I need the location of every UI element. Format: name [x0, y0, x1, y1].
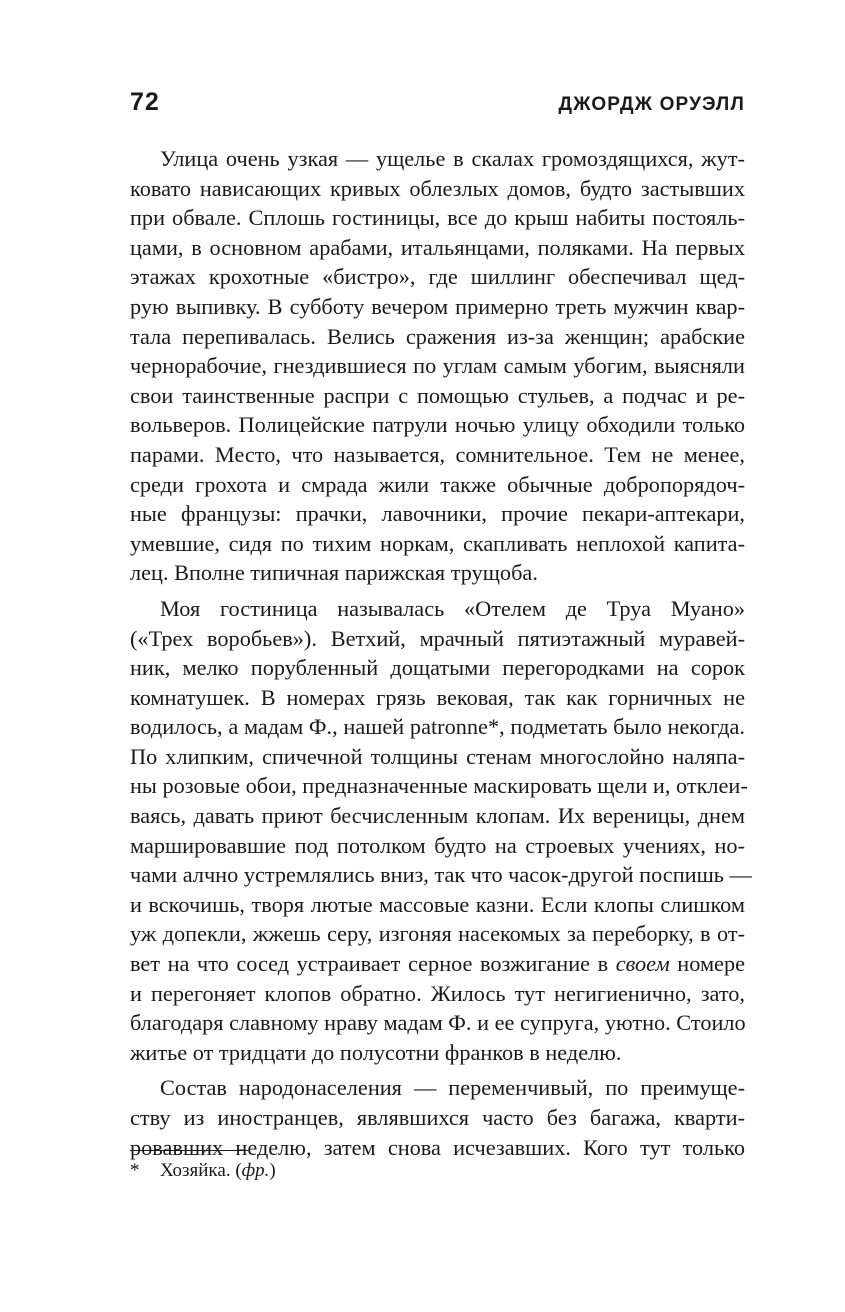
text-line: при обвале. Сплошь гостиницы, все до крыш набиты постояль- [130, 205, 745, 231]
emphasis: своем [615, 951, 670, 977]
text-line: среди грохота и смрада жили также обычные добропорядоч- [130, 471, 745, 497]
text-line: чами алчно устремлялись вниз, так что часок-другой поспишь — [130, 862, 752, 888]
emphasis: фр. [241, 1160, 270, 1181]
text-line: вольверов. Полицейские патрули ночью улицу обходили только [130, 412, 745, 438]
text-line: лец. Вполне типичная парижская трущоба. [130, 560, 538, 586]
text-line: уж допекли, жжешь серу, изгоняя насекомых за переборку, в от- [130, 921, 745, 947]
text-line: ковато нависающих кривых облезлых домов, будто застывших [130, 175, 745, 201]
page-number: 72 [130, 88, 160, 116]
text-line: умевшие, сидя по тихим норкам, скапливать неплохой капита- [130, 530, 745, 556]
footnote-text: Хозяйка. (фр.) [160, 1160, 276, 1181]
text-line: тала перепивалась. Велись сражения из-за женщин; арабские [130, 323, 745, 349]
text-line: По хлипким, спичечной толщины стенам многослойно наляпа- [130, 743, 745, 769]
text-line: ваясь, давать приют бесчисленным клопам. Их вереницы, днем [130, 803, 745, 829]
text-line: ровавших неделю, затем снова исчезавших. Кого тут только [130, 1134, 745, 1160]
text-line: свои таинственные распри с помощью стульев, а подчас и ре- [130, 382, 745, 408]
paragraph [130, 594, 752, 1068]
text-line: ству из иностранцев, являвшихся часто без багажа, кварти- [130, 1105, 745, 1130]
page-header [130, 88, 745, 117]
text-line: Моя гостиница называлась «Отелем де Труа Муано» [160, 595, 745, 621]
text-line: этажах крохотные «бистро», где шиллинг обеспечивал щед- [130, 264, 745, 290]
text-line: вет на что сосед устраивает серное возжигание в своем номере [130, 951, 745, 977]
body-text [130, 144, 752, 1162]
text-line: ные французы: прачки, лавочники, прочие пекари-аптекари, [130, 501, 745, 527]
text-line: и перегоняет клопов обратно. Жилось тут негигиенично, зато, [130, 980, 745, 1006]
running-head: ДЖОРДЖ ОРУЭЛЛ [558, 94, 745, 115]
text-line: цами, в основном арабами, итальянцами, поляками. На первых [130, 234, 745, 260]
text-line: парами. Место, что называется, сомнительное. Тем не менее, [130, 441, 745, 467]
text-line: чернорабочие, гнездившиеся по углам самым убогим, выясняли [130, 353, 745, 379]
text-line: водилось, а мадам Ф., нашей patronne*, подметать было некогда. [130, 714, 745, 740]
text-line: и вскочишь, творя лютые массовые казни. Если клопы слишком [130, 891, 745, 917]
footnote-marker: * [130, 1160, 140, 1181]
text-line: ны розовые обои, предназначенные маскировать щели и, отклеи- [130, 773, 748, 799]
text-line: («Трех воробьев»). Ветхий, мрачный пятиэтажный муравей- [130, 625, 745, 651]
text-line: рую выпивку. В субботу вечером примерно треть мужчин квар- [130, 293, 745, 319]
text-line: Улица очень узкая — ущелье в скалах громоздящихся, жут- [160, 146, 745, 171]
text-line: комнатушек. В номерах грязь вековая, так как горничных не [130, 684, 745, 710]
text-line: ник, мелко порубленный дощатыми перегородками на сорок [130, 655, 745, 681]
footnote-rule [130, 1150, 248, 1151]
text-line: благодаря славному нраву мадам Ф. и ее супруга, уютно. Стоило [130, 1010, 746, 1036]
footnote [130, 1158, 276, 1184]
paragraph [130, 1073, 745, 1162]
paragraph [130, 144, 745, 588]
text-line: житье от тридцати до полусотни франков в неделю. [130, 1039, 622, 1065]
text-line: маршировавшие под потолком будто на строевых учениях, но- [130, 832, 745, 858]
text-line: Состав народонаселения — переменчивый, по преимуще- [160, 1075, 745, 1101]
